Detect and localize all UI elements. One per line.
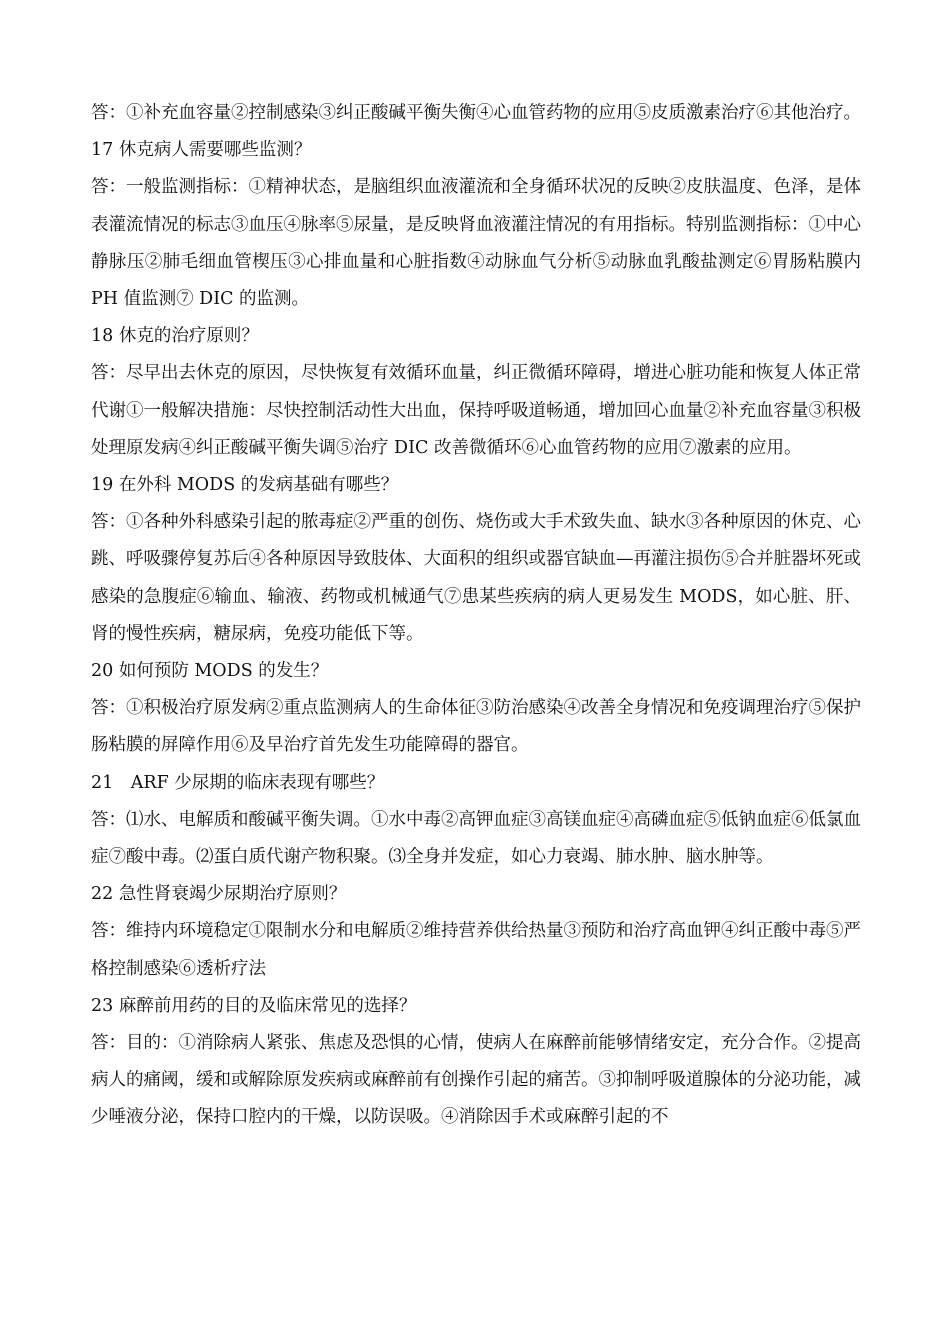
question-heading: 22 急性肾衰竭少尿期治疗原则？ <box>91 884 347 905</box>
question-heading: 19 在外科 MODS 的发病基础有哪些？ <box>91 475 399 496</box>
answer-paragraph: 答：①补充血容量②控制感染③纠正酸碱平衡失衡④心血管药物的应用⑤皮质激素治疗⑥其他治疗。 <box>91 103 861 123</box>
answer-paragraph: 答：尽早出去休克的原因，尽快恢复有效循环血量，纠正微循环障碍，增进心脏功能和恢复人体正常代谢①一般解决措施：尽快控制活动性大出血，保持呼吸道畅通，增加回心血量②补充血容量③积极处理原发病④纠正酸碱平衡失调⑤治疗 DIC 改善微循环⑥心血管药物的应用⑦激素的应用。 <box>91 363 861 458</box>
question-heading: 23 麻醉前用药的目的及临床常见的选择？ <box>91 995 417 1016</box>
answer-paragraph: 答：⑴水、电解质和酸碱平衡失调。①水中毒②高钾血症③高镁血症④高磷血症⑤低钠血症⑥低氯血症⑦酸中毒。⑵蛋白质代谢产物积聚。⑶全身并发症，如心力衰竭、肺水肿、脑水肿等。 <box>91 809 861 868</box>
document-body <box>91 95 861 1137</box>
answer-paragraph: 答：①积极治疗原发病②重点监测病人的生命体征③防治感染④改善全身情况和免疫调理治疗⑤保护肠粘膜的屏障作用⑥及早治疗首先发生功能障碍的器官。 <box>91 698 861 756</box>
question-heading: 21 ARF 少尿期的临床表现有哪些？ <box>91 772 385 793</box>
answer-paragraph: 答：一般监测指标：①精神状态，是脑组织血液灌流和全身循环状况的反映②皮肤温度、色泽，是体表灌流情况的标志③血压④脉率⑤尿量，是反映肾血液灌注情况的有用指标。特别监测指标：①中心静脉压②肺毛细血管楔压③心排血量和心脏指数④动脉血气分析⑤动脉血乳酸盐测定⑥胃肠粘膜内 PH 值监测⑦ DIC 的监测。 <box>91 177 861 310</box>
answer-paragraph: 答：目的：①消除病人紧张、焦虑及恐惧的心情，使病人在麻醉前能够情绪安定，充分合作。②提高病人的痛阈，缓和或解除原发疾病或麻醉前有创操作引起的痛苦。③抑制呼吸道腺体的分泌功能，减少唾液分泌，保持口腔内的干燥，以防误吸。④消除因手术或麻醉引起的不 <box>91 1033 861 1128</box>
answer-paragraph: 答：①各种外科感染引起的脓毒症②严重的创伤、烧伤或大手术致失血、缺水③各种原因的休克、心跳、呼吸骤停复苏后④各种原因导致肢体、大面积的组织或器官缺血—再灌注损伤⑤合并脏器坏死或感染的急腹症⑥输血、输液、药物或机械通气⑦患某些疾病的病人更易发生 MODS，如心脏、肝、肾的慢性疾病，糖尿病，免疫功能低下等。 <box>91 512 861 644</box>
question-heading: 20 如何预防 MODS 的发生？ <box>91 661 329 682</box>
answer-paragraph: 答：维持内环境稳定①限制水分和电解质②维持营养供给热量③预防和治疗高血钾④纠正酸中毒⑤严格控制感染⑥透析疗法 <box>91 921 861 979</box>
question-heading: 18 休克的治疗原则？ <box>91 326 259 347</box>
question-heading: 17 休克病人需要哪些监测？ <box>91 140 312 161</box>
